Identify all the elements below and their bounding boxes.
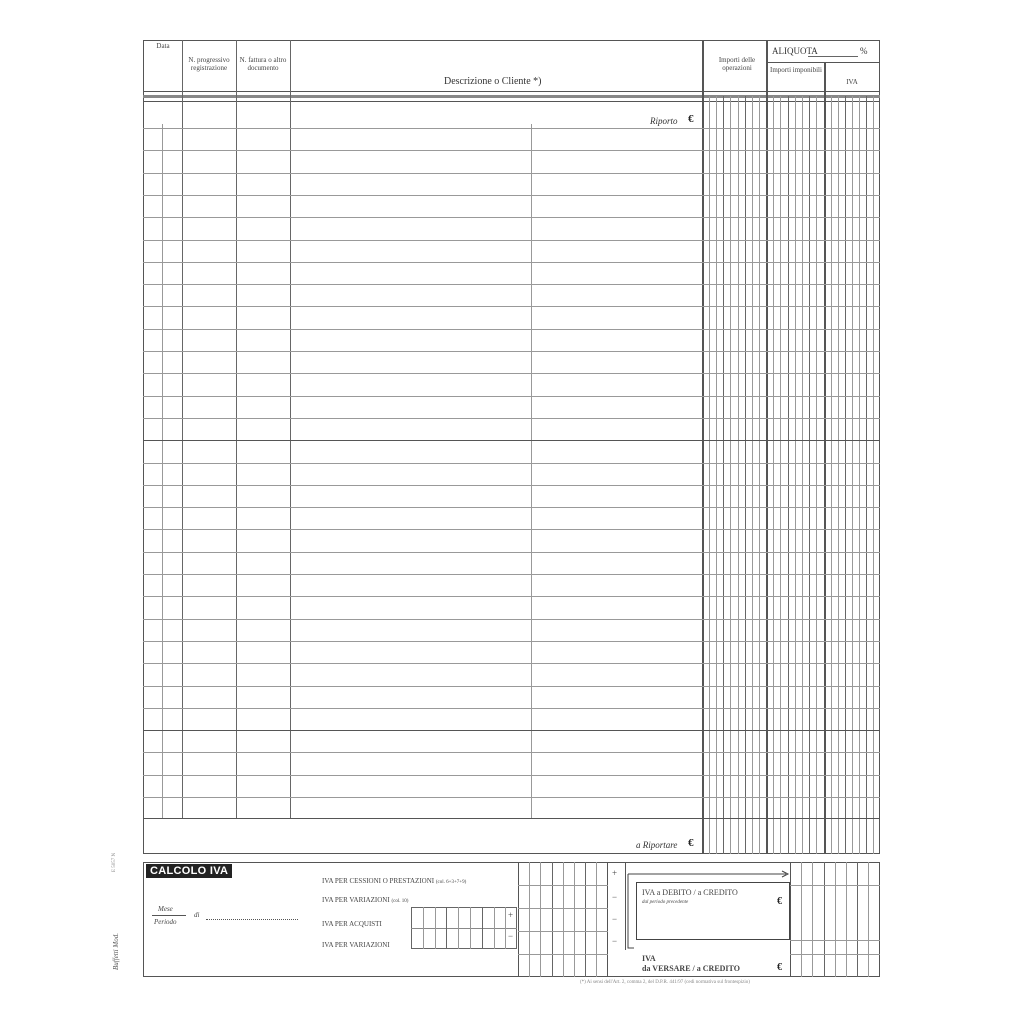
acquisti-subcolumn bbox=[458, 907, 459, 949]
register-frame bbox=[143, 40, 880, 854]
row-line bbox=[143, 641, 880, 642]
calc-subcolumn bbox=[552, 862, 553, 977]
header-data: Data bbox=[156, 42, 170, 50]
imponibile-subcolumn bbox=[802, 96, 803, 854]
riporto-euro: € bbox=[688, 113, 694, 125]
footnote: (*) Ai sensi dell'Art. 2, comma 2, del D.P.R. 441/97 (cedi normativa sul frontespizio) bbox=[580, 980, 750, 985]
header-rule bbox=[143, 91, 880, 92]
publisher-signature: Buffetti Mod. bbox=[112, 933, 120, 970]
col-divider-data bbox=[182, 40, 183, 818]
header-aliquota: ALIQUOTA bbox=[772, 46, 818, 56]
versare-euro: € bbox=[777, 962, 782, 973]
plus-sign-acquisti: + bbox=[508, 910, 514, 920]
row-line bbox=[143, 351, 880, 352]
header-rule-thick bbox=[143, 95, 880, 98]
amount-subcolumn bbox=[716, 96, 717, 854]
side-code: E 5057 N bbox=[112, 852, 117, 872]
header-descrizione: Descrizione o Cliente *) bbox=[444, 76, 542, 87]
iva-variazioni-1-label: IVA PER VARIAZIONI (col. 10) bbox=[322, 896, 409, 904]
amount-subcolumn bbox=[745, 96, 746, 854]
calc-subcolumn bbox=[540, 862, 541, 977]
row-line bbox=[143, 373, 880, 374]
iva-subcolumn bbox=[859, 96, 860, 854]
row-line bbox=[143, 128, 880, 129]
col-divider-fattura bbox=[290, 40, 291, 818]
row-line bbox=[143, 775, 880, 776]
imponibile-subcolumn bbox=[795, 96, 796, 854]
a-riportare-euro: € bbox=[688, 837, 694, 849]
calcolo-iva-title: CALCOLO IVA bbox=[146, 864, 232, 878]
sign-plus-1: + bbox=[612, 868, 618, 878]
calc-subcolumn bbox=[529, 862, 530, 977]
amount-subcolumn bbox=[752, 96, 753, 854]
amount-subcolumn bbox=[738, 96, 739, 854]
result-row-1 bbox=[790, 885, 880, 886]
imponibile-subcolumn bbox=[780, 96, 781, 854]
periodo-field[interactable] bbox=[206, 919, 298, 920]
imponibile-subcolumn bbox=[788, 96, 789, 854]
da-versare-label: da VERSARE / a CREDITO bbox=[642, 964, 740, 973]
calc-subcolumn bbox=[563, 862, 564, 977]
aliquota-rule bbox=[766, 62, 880, 63]
header-progressivo: N. progressivo registrazione bbox=[188, 56, 230, 72]
col-divider-amounts bbox=[702, 40, 704, 854]
col-divider-descrizione-inner bbox=[531, 124, 532, 818]
result-subcolumn bbox=[801, 862, 802, 977]
iva-subcolumn bbox=[873, 96, 874, 854]
acquisti-subcolumn bbox=[435, 907, 436, 949]
iva-acquisti-label: IVA PER ACQUISTI bbox=[322, 920, 382, 928]
mese-label: Mese bbox=[158, 905, 173, 913]
calc-subcolumn bbox=[596, 862, 597, 977]
result-subcolumn bbox=[835, 862, 836, 977]
row-line bbox=[143, 217, 880, 218]
acquisti-subcolumn bbox=[494, 907, 495, 949]
col-divider-progressivo bbox=[236, 40, 237, 818]
row-line bbox=[143, 150, 880, 151]
calc-row-4 bbox=[518, 954, 608, 955]
result-row-2 bbox=[790, 940, 880, 941]
amount-subcolumn bbox=[723, 96, 724, 854]
row-line bbox=[143, 262, 880, 263]
row-line bbox=[143, 529, 880, 530]
calc-row-3 bbox=[518, 931, 608, 932]
totals-rule bbox=[143, 818, 880, 819]
row-line bbox=[143, 306, 880, 307]
sign-minus-1: − bbox=[612, 892, 618, 902]
iva-subcolumn bbox=[831, 96, 832, 854]
acquisti-subcolumn bbox=[470, 907, 471, 949]
calc-row-1 bbox=[518, 885, 608, 886]
header-fattura: N. fattura o altro documento bbox=[239, 56, 287, 72]
acquisti-subcolumn bbox=[423, 907, 424, 949]
imponibile-subcolumn bbox=[816, 96, 817, 854]
row-line bbox=[143, 396, 880, 397]
result-subcolumn bbox=[846, 862, 847, 977]
row-line bbox=[143, 730, 880, 731]
row-line bbox=[143, 173, 880, 174]
row-line bbox=[143, 463, 880, 464]
col-divider-data-inner bbox=[162, 124, 163, 818]
row-line bbox=[143, 574, 880, 575]
iva-variazioni-2-label: IVA PER VARIAZIONI bbox=[322, 941, 390, 949]
result-subcolumn bbox=[857, 862, 858, 977]
calc-row-2 bbox=[518, 908, 608, 909]
imponibile-subcolumn bbox=[809, 96, 810, 854]
iva-subcolumn bbox=[866, 96, 867, 854]
row-line bbox=[143, 686, 880, 687]
row-line bbox=[143, 619, 880, 620]
debito-euro: € bbox=[777, 896, 782, 907]
iva-final-label: IVA bbox=[642, 954, 656, 963]
row-line bbox=[143, 596, 880, 597]
aliquota-underline bbox=[808, 56, 858, 57]
result-subcolumn bbox=[824, 862, 825, 977]
row-line bbox=[143, 752, 880, 753]
a-riportare-label: a Riportare bbox=[636, 840, 678, 850]
result-row-3 bbox=[790, 954, 880, 955]
di-label: di bbox=[194, 911, 200, 919]
mese-rule bbox=[152, 915, 186, 916]
result-subcolumn bbox=[868, 862, 869, 977]
header-importi-operazioni: Importi delle operazioni bbox=[718, 56, 756, 72]
sign-minus-2: − bbox=[612, 914, 618, 924]
header-iva: IVA bbox=[846, 78, 858, 86]
riporto-label: Riporto bbox=[650, 116, 678, 126]
header-importi-imponibili: Importi imponibili bbox=[770, 66, 822, 74]
iva-subcolumn bbox=[838, 96, 839, 854]
calc-subcolumn bbox=[585, 862, 586, 977]
amount-subcolumn bbox=[730, 96, 731, 854]
iva-cessioni-label: IVA PER CESSIONI O PRESTAZIONI (col. 6+3+7+9) bbox=[322, 877, 467, 885]
amount-subcolumn bbox=[759, 96, 760, 854]
acquisti-subcolumn bbox=[482, 907, 483, 949]
row-line bbox=[143, 284, 880, 285]
periodo-label: Periodo bbox=[154, 918, 177, 926]
periodo-precedente-label: dal periodo precedente bbox=[642, 900, 689, 905]
calc-subcolumn bbox=[574, 862, 575, 977]
iva-subcolumn bbox=[852, 96, 853, 854]
row-line bbox=[143, 797, 880, 798]
result-subcolumn bbox=[812, 862, 813, 977]
header-rule-bottom bbox=[143, 101, 880, 102]
col-divider-aliquota bbox=[766, 40, 768, 854]
header-aliquota-pct: % bbox=[860, 46, 868, 56]
acquisti-subcolumn bbox=[505, 907, 506, 949]
row-line bbox=[143, 708, 880, 709]
iva-debito-credito-label: IVA a DEBITO / a CREDITO bbox=[642, 888, 738, 897]
row-line bbox=[143, 240, 880, 241]
row-line bbox=[143, 485, 880, 486]
acquisti-grid-mid bbox=[411, 928, 517, 929]
row-line bbox=[143, 418, 880, 419]
amount-subcolumn bbox=[709, 96, 710, 854]
imponibile-subcolumn bbox=[773, 96, 774, 854]
minus-sign-acquisti: − bbox=[508, 931, 514, 941]
acquisti-subcolumn bbox=[446, 907, 447, 949]
row-line bbox=[143, 440, 880, 441]
row-line bbox=[143, 195, 880, 196]
col-divider-iva bbox=[824, 62, 826, 854]
sign-minus-3: − bbox=[612, 936, 618, 946]
row-line bbox=[143, 552, 880, 553]
row-line bbox=[143, 329, 880, 330]
row-line bbox=[143, 507, 880, 508]
iva-subcolumn bbox=[845, 96, 846, 854]
row-line bbox=[143, 663, 880, 664]
